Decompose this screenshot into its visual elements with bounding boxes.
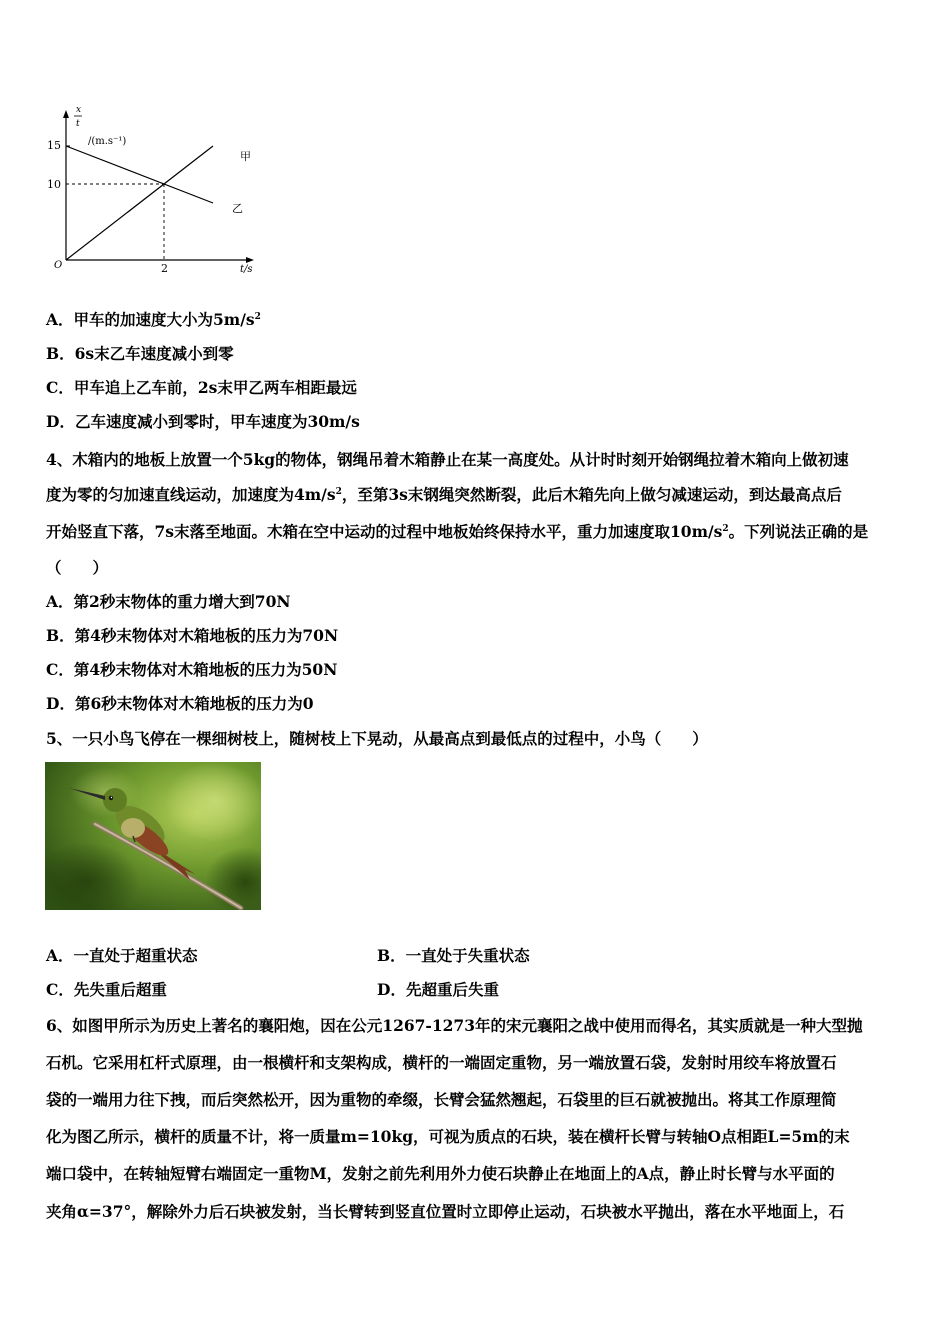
graph-guides bbox=[66, 146, 164, 260]
q4-stem-line-3b: 。下列说法正确的是 bbox=[728, 522, 869, 541]
q6-stem-line-2: 石机。它采用杠杆式原理，由一根横杆和支架构成，横杆的一端固定重物，另一端放置石袋，发射时用绞车将放置石 bbox=[46, 1053, 837, 1072]
q5-option-d: D．先超重后失重 bbox=[377, 980, 499, 999]
q5-option-c: C．先失重后超重 bbox=[46, 980, 167, 999]
q4-stem-line-1: 4、木箱内的地板上放置一个5kg的物体，钢绳吊着木箱静止在某一高度处。从计时时刻开始钢绳拉着木箱向上做初速 bbox=[46, 450, 849, 469]
q6-stem-line-3: 袋的一端用力往下拽，而后突然松开，因为重物的牵缀，长臂会猛然翘起，石袋里的巨石就被抛出。将其工作原理简 bbox=[46, 1090, 837, 1109]
q6-stem-line-5: 端口袋中，在转轴短臂右端固定一重物M，发射之前先利用外力使石块静止在地面上的A点，静止时长臂与水平面的 bbox=[46, 1164, 835, 1183]
q3-option-a-text: A．甲车的加速度大小为5m/s bbox=[46, 310, 255, 329]
q5-option-b: B．一直处于失重状态 bbox=[377, 946, 530, 965]
q4-answer-blank: （ ） bbox=[46, 558, 109, 577]
y-tick-label-10: 10 bbox=[47, 178, 61, 191]
origin-label: O bbox=[54, 260, 63, 271]
x-axis-arrow bbox=[246, 257, 254, 263]
q3-option-c: C．甲车追上乙车前，2s末甲乙两车相距最远 bbox=[46, 378, 357, 397]
q6-stem-line-6: 夹角α=37°，解除外力后石块被发射，当长臂转到竖直位置时立即停止运动，石块被水平抛出，落在水平地面上，石 bbox=[46, 1202, 845, 1221]
graph-series bbox=[66, 146, 213, 260]
x-axis-unit: t/s bbox=[240, 264, 253, 275]
q3-option-d: D．乙车速度减小到零时，甲车速度为30m/s bbox=[46, 412, 360, 431]
y-axis-label-numerator: x bbox=[76, 105, 82, 115]
series-label-jia: 甲 bbox=[240, 150, 251, 163]
y-axis-unit: /(m.s⁻¹) bbox=[88, 136, 127, 147]
q4-stem-line-3a: 开始竖直下落，7s末落至地面。木箱在空中运动的过程中地板始终保持水平，重力加速度取10m/s bbox=[46, 522, 723, 541]
q3-option-a bbox=[46, 310, 908, 330]
q4-stem-line-2b: ，至第3s末钢绳突然断裂，此后木箱先向上做匀减速运动，到达最高点后 bbox=[341, 485, 842, 504]
q4-stem-line-3 bbox=[46, 522, 908, 542]
y-axis-arrow bbox=[63, 110, 69, 118]
series-line-jia bbox=[66, 146, 213, 260]
x-t-graph bbox=[44, 100, 264, 280]
q4-stem-line-3-sup: 2 bbox=[722, 524, 729, 534]
q4-option-c: C．第4秒末物体对木箱地板的压力为50N bbox=[46, 660, 338, 679]
q5-stem: 5、一只小鸟飞停在一棵细树枝上，随树枝上下晃动，从最高点到最低点的过程中，小鸟（ ） bbox=[46, 729, 708, 748]
q3-option-b: B．6s末乙车速度减小到零 bbox=[46, 344, 234, 363]
q4-option-d: D．第6秒末物体对木箱地板的压力为0 bbox=[46, 694, 314, 713]
x-tick-label-2: 2 bbox=[161, 262, 168, 275]
q5-option-a: A．一直处于超重状态 bbox=[46, 946, 198, 965]
hummingbird-photo bbox=[45, 762, 261, 910]
q4-stem-line-2-sup: 2 bbox=[335, 487, 342, 497]
q4-stem-line-2a: 度为零的匀加速直线运动，加速度为4m/s bbox=[46, 485, 336, 504]
q3-option-a-sup: 2 bbox=[254, 312, 261, 322]
q4-option-a: A．第2秒末物体的重力增大到70N bbox=[46, 592, 291, 611]
series-line-yi bbox=[66, 146, 213, 203]
y-axis-label-denominator: t bbox=[76, 119, 80, 129]
q6-stem-line-1: 6、如图甲所示为历史上著名的襄阳炮，因在公元1267-1273年的宋元襄阳之战中使用而得名，其实质就是一种大型抛 bbox=[46, 1016, 863, 1035]
q4-stem-line-2 bbox=[46, 485, 908, 505]
series-label-yi: 乙 bbox=[232, 202, 243, 215]
q4-option-b: B．第4秒末物体对木箱地板的压力为70N bbox=[46, 626, 339, 645]
graph-labels bbox=[47, 105, 253, 275]
y-tick-label-15: 15 bbox=[47, 139, 61, 152]
q6-stem-line-4: 化为图乙所示，横杆的质量不计，将一质量m=10kg，可视为质点的石块，装在横杆长臂与转轴O点相距L=5m的末 bbox=[46, 1127, 850, 1146]
